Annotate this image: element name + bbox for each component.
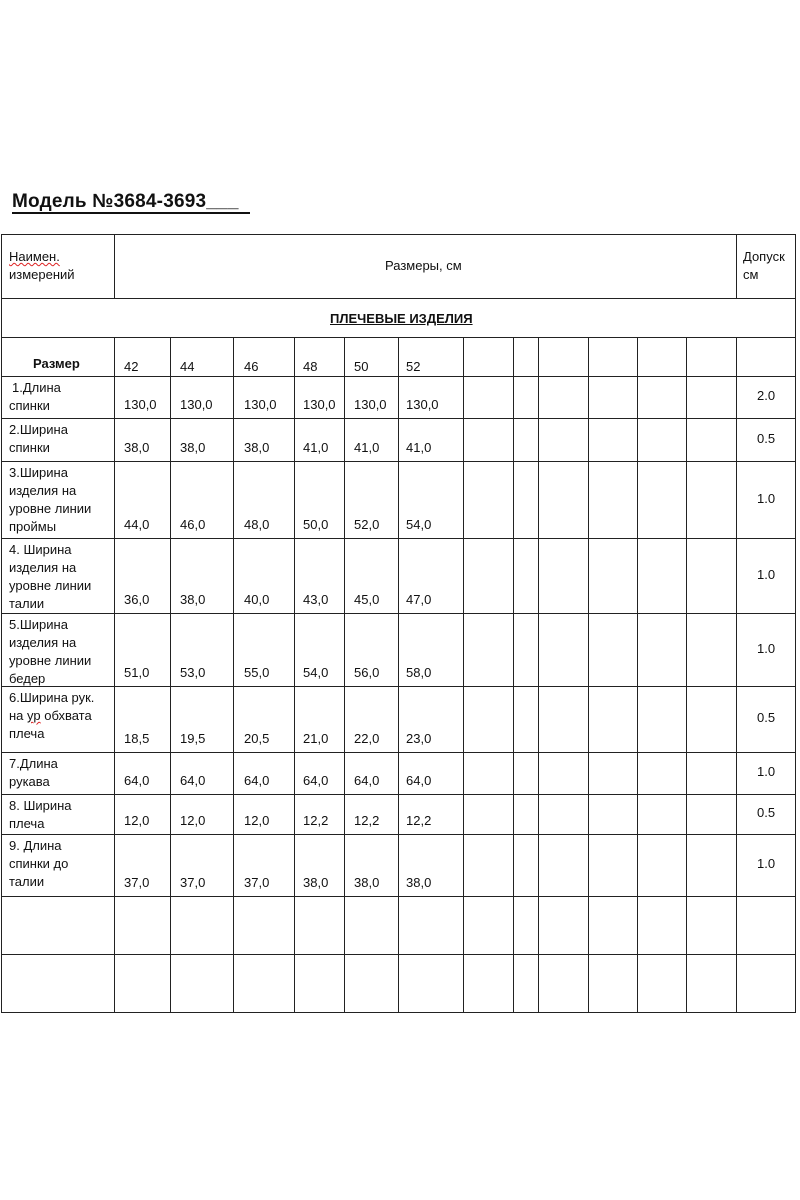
row-label: бедер: [9, 671, 46, 686]
measure-value: 38,0: [180, 440, 206, 455]
measure-value: 58,0: [406, 665, 432, 680]
measure-value: 38,0: [124, 440, 150, 455]
measure-value: 46,0: [180, 517, 206, 532]
tolerance-value: 1.0: [757, 491, 776, 506]
row-label: плеча: [9, 816, 45, 831]
measure-value: 130,0: [354, 397, 387, 412]
tolerance-value: 0.5: [757, 431, 776, 446]
measure-value: 53,0: [180, 665, 206, 680]
row-label: 2.Ширина: [9, 422, 68, 437]
measure-value: 12,0: [180, 813, 206, 828]
measure-value: 64,0: [244, 773, 270, 788]
measure-value: 130,0: [406, 397, 439, 412]
row-label: на ур обхвата: [9, 708, 92, 723]
measure-value: 38,0: [406, 875, 432, 890]
row-label: проймы: [9, 519, 57, 534]
row-label: спинки: [9, 398, 50, 413]
grid-line: [114, 337, 115, 1013]
row-label: плеча: [9, 726, 45, 741]
measure-value: 64,0: [406, 773, 432, 788]
tolerance-value: 1.0: [757, 764, 776, 779]
row-label: 9. Длина: [9, 838, 62, 853]
row-label: спинки: [9, 440, 50, 455]
row-label: талии: [9, 874, 45, 889]
row-label: талии: [9, 596, 45, 611]
tolerance-value: 2.0: [757, 388, 776, 403]
row-label: 3.Ширина: [9, 465, 68, 480]
tolerance-value: 0.5: [757, 710, 776, 725]
row-label: изделия на: [9, 483, 77, 498]
measure-value: 38,0: [354, 875, 380, 890]
measure-value: 64,0: [180, 773, 206, 788]
grid-line: [463, 337, 464, 1013]
measure-value: 130,0: [180, 397, 213, 412]
measure-value: 64,0: [354, 773, 380, 788]
grid-line: [513, 337, 514, 1013]
grid-line: [686, 337, 687, 1013]
measure-value: 19,5: [180, 731, 206, 746]
measure-value: 48,0: [244, 517, 270, 532]
table-top-border: [1, 234, 795, 235]
measure-value: 41,0: [354, 440, 380, 455]
measure-value: 64,0: [124, 773, 150, 788]
measure-value: 64,0: [303, 773, 329, 788]
size-value: 52: [406, 359, 421, 374]
grid-line: [736, 337, 737, 1013]
measure-value: 37,0: [124, 875, 150, 890]
row-label: рукава: [9, 774, 50, 789]
tolerance-value: 1.0: [757, 567, 776, 582]
measure-value: 40,0: [244, 592, 270, 607]
measure-value: 12,2: [303, 813, 329, 828]
measure-value: 21,0: [303, 731, 329, 746]
row-label: изделия на: [9, 635, 77, 650]
size-value: 50: [354, 359, 369, 374]
measure-value: 47,0: [406, 592, 432, 607]
measure-value: 37,0: [180, 875, 206, 890]
measure-value: 38,0: [244, 440, 270, 455]
grid-line: [170, 337, 171, 1013]
header-label-name: измерений: [9, 267, 75, 282]
header-sizes-label: Размеры, см: [385, 258, 462, 273]
table-right-border: [795, 234, 796, 1013]
tolerance-value: 1.0: [757, 856, 776, 871]
measure-value: 51,0: [124, 665, 150, 680]
measure-value: 54,0: [406, 517, 432, 532]
header-label-name: Наимен.: [9, 249, 60, 264]
grid-line: [294, 337, 295, 1013]
size-row-label: Размер: [33, 356, 80, 371]
measure-value: 41,0: [303, 440, 329, 455]
measure-value: 12,0: [124, 813, 150, 828]
measure-value: 36,0: [124, 592, 150, 607]
row-label: уровне линии: [9, 578, 92, 593]
measure-value: 22,0: [354, 731, 380, 746]
grid-line: [736, 234, 737, 298]
grid-line: [398, 337, 399, 1013]
measure-value: 54,0: [303, 665, 329, 680]
measure-value: 130,0: [124, 397, 157, 412]
measure-value: 44,0: [124, 517, 150, 532]
row-label: 6.Ширина рук.: [9, 690, 95, 705]
measure-value: 45,0: [354, 592, 380, 607]
row-label: изделия на: [9, 560, 77, 575]
size-value: 42: [124, 359, 139, 374]
header-tolerance-label: Допуск: [743, 249, 785, 264]
tolerance-value: 0.5: [757, 805, 776, 820]
size-value: 46: [244, 359, 259, 374]
header-tolerance-label: см: [743, 267, 759, 282]
size-value: 48: [303, 359, 318, 374]
measure-value: 52,0: [354, 517, 380, 532]
row-label: 7.Длина: [9, 756, 58, 771]
document-title: Модель №3684-3693___: [12, 191, 239, 212]
grid-line: [114, 234, 115, 298]
measure-value: 130,0: [244, 397, 277, 412]
measure-value: 37,0: [244, 875, 270, 890]
size-value: 44: [180, 359, 195, 374]
measure-value: 12,2: [406, 813, 432, 828]
grid-line: [637, 337, 638, 1013]
measure-value: 23,0: [406, 731, 432, 746]
measure-value: 38,0: [180, 592, 206, 607]
grid-line: [344, 337, 345, 1013]
row-label: 1.Длина: [12, 380, 61, 395]
measure-value: 41,0: [406, 440, 432, 455]
section-title: ПЛЕЧЕВЫЕ ИЗДЕЛИЯ: [330, 311, 473, 326]
measure-value: 43,0: [303, 592, 329, 607]
measure-value: 12,2: [354, 813, 380, 828]
measure-value: 20,5: [244, 731, 270, 746]
grid-line: [233, 337, 234, 1013]
grid-line: [538, 337, 539, 1013]
measure-value: 130,0: [303, 397, 336, 412]
tolerance-value: 1.0: [757, 641, 776, 656]
measure-value: 18,5: [124, 731, 150, 746]
measure-value: 55,0: [244, 665, 270, 680]
measure-value: 50,0: [303, 517, 329, 532]
grid-line: [588, 337, 589, 1013]
grid-line: [1, 298, 795, 299]
row-label: спинки до: [9, 856, 69, 871]
row-label: 5.Ширина: [9, 617, 68, 632]
row-label: 4. Ширина: [9, 542, 72, 557]
measure-value: 12,0: [244, 813, 270, 828]
row-label: уровне линии: [9, 653, 92, 668]
row-label: уровне линии: [9, 501, 92, 516]
measure-value: 38,0: [303, 875, 329, 890]
table-left-border: [1, 234, 2, 1013]
measure-value: 56,0: [354, 665, 380, 680]
row-label: 8. Ширина: [9, 798, 72, 813]
